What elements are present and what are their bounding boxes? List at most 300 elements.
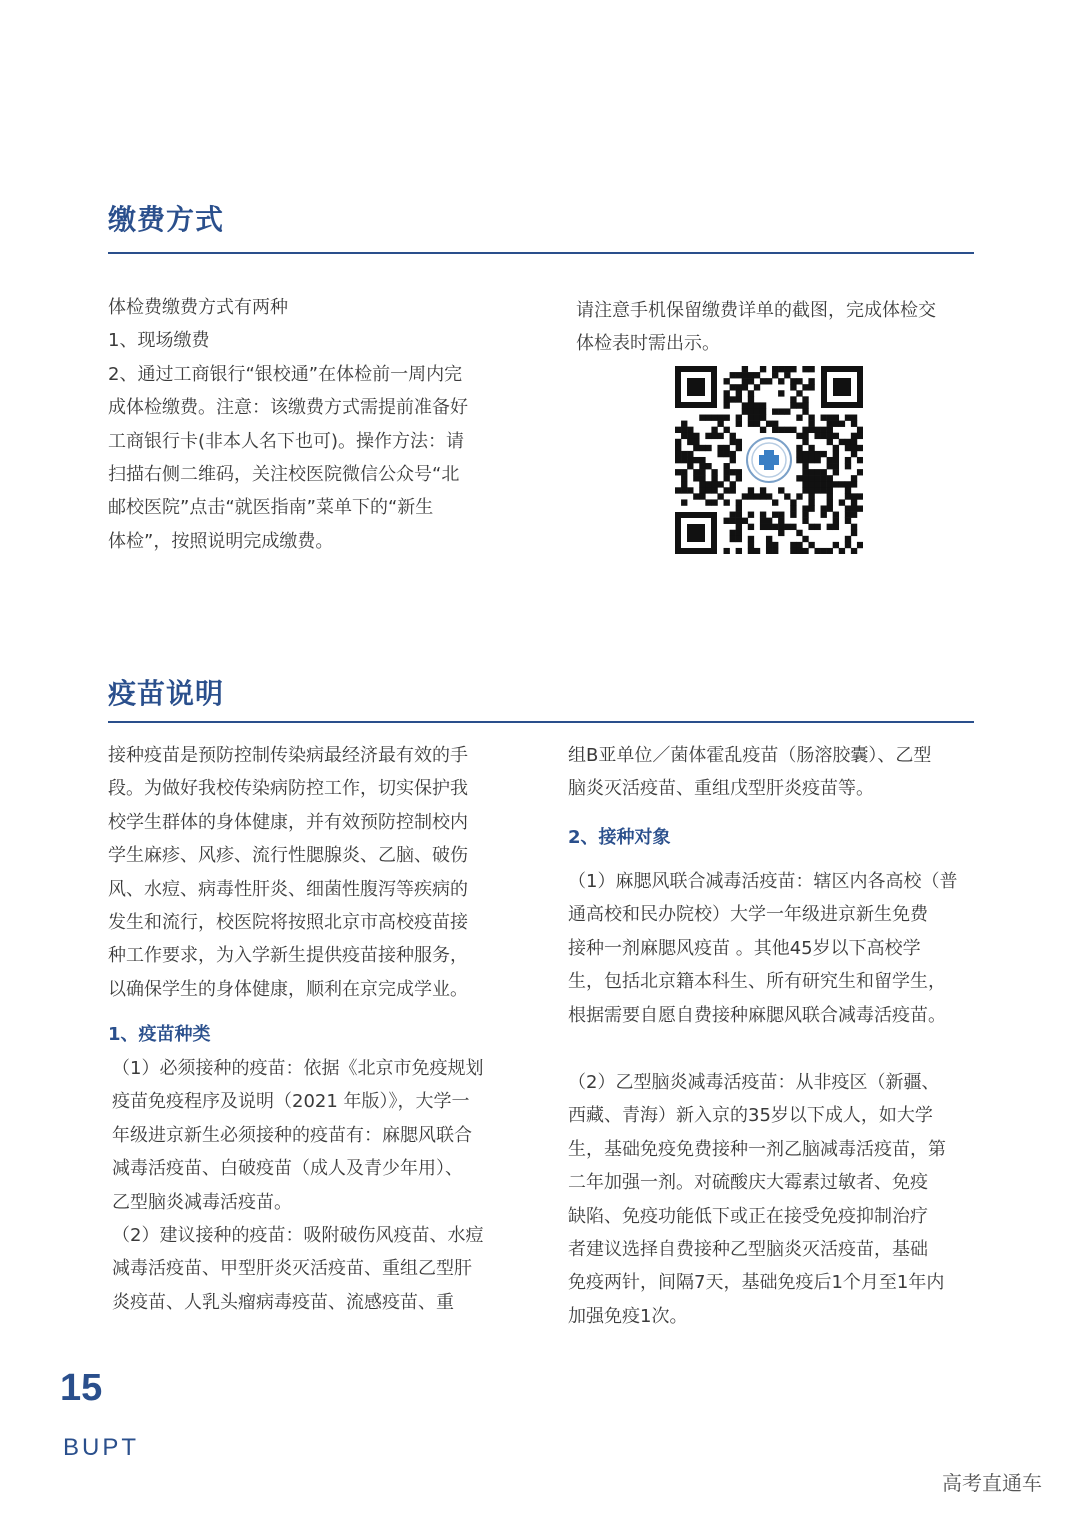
qr-module [736, 390, 742, 396]
qr-module [839, 421, 845, 427]
qr-module [778, 390, 784, 396]
text-line: 疫苗免疫程序及说明（2021 年版）》，大学一 [112, 1091, 470, 1113]
qr-module [821, 415, 827, 421]
target-mmr-text [568, 865, 998, 1032]
qr-module [796, 548, 802, 554]
qr-module [754, 493, 760, 499]
qr-module [693, 433, 699, 439]
qr-module [778, 366, 784, 372]
qr-module [821, 481, 827, 487]
text-line: 成体检缴费。注意：该缴费方式需提前准备好 [108, 397, 468, 419]
qr-module [827, 427, 833, 433]
qr-module [808, 475, 814, 481]
qr-module [827, 439, 833, 445]
qr-module [724, 451, 730, 457]
text-line: 加强免疫1次。 [568, 1305, 688, 1327]
text-line: 接种一剂麻腮风疫苗 。其他45岁以下高校学 [568, 937, 921, 959]
text-line: 二年加强一剂。对硫酸庆大霉素过敏者、免疫 [568, 1172, 928, 1194]
qr-module [724, 469, 730, 475]
qr-module [754, 415, 760, 421]
qr-module [814, 487, 820, 493]
qr-module [796, 493, 802, 499]
qr-module [675, 469, 681, 475]
qr-module [821, 548, 827, 554]
qr-module [833, 463, 839, 469]
qr-module [687, 487, 693, 493]
qr-module [851, 481, 857, 487]
qr-module [760, 518, 766, 524]
qr-module [851, 505, 857, 511]
text-line: 体检表时需出示。 [576, 333, 720, 355]
qr-module [754, 548, 760, 554]
qr-module [808, 421, 814, 427]
qr-module [736, 421, 742, 427]
qr-module [736, 384, 742, 390]
qr-module [730, 372, 736, 378]
qr-module [724, 475, 730, 481]
qr-module [814, 475, 820, 481]
qr-module [760, 493, 766, 499]
text-line: 生，基础免疫免费接种一剂乙脑减毒活疫苗，第 [568, 1138, 946, 1160]
qr-module [802, 396, 808, 402]
qr-module [845, 512, 851, 518]
qr-module [827, 481, 833, 487]
qr-module [857, 505, 863, 511]
qr-module [754, 408, 760, 414]
qr-module [742, 366, 748, 372]
qr-module [693, 469, 699, 475]
qr-module [827, 548, 833, 554]
qr-module [724, 402, 730, 408]
qr-module [790, 427, 796, 433]
payment-right-text [576, 294, 996, 361]
qr-module [730, 451, 736, 457]
qr-module [730, 481, 736, 487]
qr-module [778, 512, 784, 518]
vaccine-types-continued [568, 739, 998, 806]
qr-module [845, 536, 851, 542]
qr-module [845, 493, 851, 499]
qr-module [802, 475, 808, 481]
qr-module [808, 542, 814, 548]
qr-module [778, 378, 784, 384]
qr-module [790, 524, 796, 530]
qr-module [730, 469, 736, 475]
qr-module [839, 439, 845, 445]
qr-module [821, 469, 827, 475]
qr-module [760, 378, 766, 384]
qr-module [730, 396, 736, 402]
text-line: 者建议选择自费接种乙型脑炎灭活疫苗，基础 [568, 1239, 928, 1261]
qr-module [802, 469, 808, 475]
qr-module [736, 530, 742, 536]
qr-module [705, 445, 711, 451]
qr-module [766, 493, 772, 499]
qr-module [802, 536, 808, 542]
qr-module [833, 481, 839, 487]
qr-module [748, 421, 754, 427]
qr-module [821, 475, 827, 481]
qr-module [693, 457, 699, 463]
qr-module [748, 536, 754, 542]
qr-module [802, 505, 808, 511]
qr-module [687, 427, 693, 433]
qr-module [839, 548, 845, 554]
qr-module [705, 481, 711, 487]
qr-module [730, 487, 736, 493]
qr-module [675, 445, 681, 451]
payment-left-text [108, 291, 538, 558]
qr-module [845, 439, 851, 445]
text-line: （1）必须接种的疫苗：依据《北京市免疫规划 [112, 1058, 484, 1079]
qr-module [784, 366, 790, 372]
qr-module [748, 396, 754, 402]
qr-module [851, 475, 857, 481]
qr-module [748, 408, 754, 414]
brand-logo: BUPT [63, 1434, 140, 1461]
text-line: （2）建议接种的疫苗：吸附破伤风疫苗、水痘 [112, 1225, 484, 1247]
qr-module [790, 396, 796, 402]
qr-module [845, 518, 851, 524]
hospital-cross-icon [743, 434, 795, 486]
qr-module [851, 512, 857, 518]
qr-module [736, 518, 742, 524]
qr-module [802, 408, 808, 414]
qr-module [851, 493, 857, 499]
qr-module [687, 439, 693, 445]
text-line: 免疫两针，间隔7天，基础免疫后1个月至1年内 [568, 1272, 945, 1294]
qr-module [760, 415, 766, 421]
qr-module [711, 433, 717, 439]
qr-module [814, 427, 820, 433]
qr-module [821, 487, 827, 493]
qr-module [717, 493, 723, 499]
qr-module [717, 451, 723, 457]
qr-module [736, 445, 742, 451]
qr-module [802, 439, 808, 445]
qr-module [675, 487, 681, 493]
qr-module [724, 548, 730, 554]
qr-module [760, 487, 766, 493]
qr-module [772, 542, 778, 548]
qr-module [857, 469, 863, 475]
qr-module [742, 408, 748, 414]
qr-module [717, 481, 723, 487]
qr-module [851, 524, 857, 530]
text-line: 缺陷、免疫功能低下或正在接受免疫抑制治疗 [568, 1205, 928, 1227]
qr-module [814, 457, 820, 463]
text-line: 炎疫苗、人乳头瘤病毒疫苗、流感疫苗、重 [112, 1291, 454, 1313]
qr-module [748, 402, 754, 408]
qr-module [748, 415, 754, 421]
qr-module [802, 384, 808, 390]
qr-module [851, 548, 857, 554]
qr-module [730, 384, 736, 390]
qr-module [845, 481, 851, 487]
qr-module [802, 548, 808, 554]
qr-module [772, 366, 778, 372]
qr-module [736, 512, 742, 518]
qr-module [802, 451, 808, 457]
qr-module [760, 408, 766, 414]
text-line: 体检费缴费方式有两种 [108, 297, 288, 318]
qr-module [814, 548, 820, 554]
qr-module [699, 469, 705, 475]
qr-module [833, 542, 839, 548]
qr-module [821, 451, 827, 457]
qr-module [724, 463, 730, 469]
qr-module [808, 366, 814, 372]
qr-module [754, 421, 760, 427]
qr-module [730, 433, 736, 439]
qr-code-icon [675, 366, 863, 554]
qr-module [827, 475, 833, 481]
payment-section-title: 缴费方式 [108, 203, 225, 236]
qr-module [717, 433, 723, 439]
qr-module [742, 372, 748, 378]
qr-module [839, 481, 845, 487]
qr-module [724, 378, 730, 384]
qr-module [724, 396, 730, 402]
qr-module [778, 487, 784, 493]
qr-module [717, 421, 723, 427]
text-line: 减毒活疫苗、白破疫苗（成人及青少年用）、 [112, 1158, 463, 1180]
qr-module [784, 427, 790, 433]
qr-module [675, 427, 681, 433]
qr-module [814, 451, 820, 457]
qr-module [699, 481, 705, 487]
qr-module [772, 524, 778, 530]
text-line: 体检”，按照说明完成缴费。 [108, 530, 334, 552]
qr-module [814, 524, 820, 530]
qr-module [736, 415, 742, 421]
qr-module [772, 421, 778, 427]
text-line: 段。为做好我校传染病防控工作，切实保护我 [108, 778, 468, 800]
qr-module [748, 390, 754, 396]
qr-module [724, 487, 730, 493]
qr-module [790, 512, 796, 518]
qr-module [730, 530, 736, 536]
qr-module [796, 457, 802, 463]
qr-module [790, 384, 796, 390]
text-line: 学生麻疹、风疹、流行性腮腺炎、乙脑、破伤 [108, 845, 468, 867]
vaccine-types-text [112, 1052, 542, 1319]
qr-module [699, 445, 705, 451]
text-line: 组B亚单位／菌体霍乱疫苗（肠溶胶囊）、乙型 [568, 745, 932, 766]
qr-module [833, 451, 839, 457]
vaccine-title-rule [108, 721, 974, 723]
qr-module [724, 499, 730, 505]
text-line: 通高校和民办院校）大学一年级进京新生免费 [568, 904, 928, 926]
qr-module [754, 384, 760, 390]
qr-module [833, 457, 839, 463]
qr-module [833, 469, 839, 475]
qr-module [778, 524, 784, 530]
qr-module [699, 463, 705, 469]
qr-module [748, 542, 754, 548]
qr-module [736, 396, 742, 402]
qr-module [845, 445, 851, 451]
text-line: 根据需要自愿自费接种麻腮风联合减毒活疫苗。 [568, 1004, 946, 1026]
qr-module [857, 493, 863, 499]
qr-module [772, 408, 778, 414]
qr-module [681, 457, 687, 463]
qr-module [802, 427, 808, 433]
qr-module [778, 530, 784, 536]
qr-module [802, 433, 808, 439]
qr-module [699, 475, 705, 481]
vaccine-targets-heading: 2、接种对象 [568, 827, 671, 848]
qr-module [736, 499, 742, 505]
qr-module [724, 445, 730, 451]
qr-module [808, 378, 814, 384]
qr-module [802, 463, 808, 469]
qr-module [742, 384, 748, 390]
qr-module [808, 524, 814, 530]
qr-module [693, 493, 699, 499]
qr-module [687, 463, 693, 469]
qr-module [717, 445, 723, 451]
page-number: 15 [60, 1367, 103, 1409]
qr-module [766, 542, 772, 548]
qr-module [796, 451, 802, 457]
text-line: 校学生群体的身体健康，并有效预防控制校内 [108, 811, 468, 833]
text-line: 脑炎灭活疫苗、重组戊型肝炎疫苗等。 [568, 778, 874, 800]
qr-module [772, 512, 778, 518]
qr-module [687, 457, 693, 463]
qr-module [790, 366, 796, 372]
qr-module [766, 518, 772, 524]
qr-module [724, 427, 730, 433]
qr-module [705, 499, 711, 505]
qr-module [845, 463, 851, 469]
qr-module [736, 475, 742, 481]
qr-module [851, 499, 857, 505]
text-line: 减毒活疫苗、甲型肝炎灭活疫苗、重组乙型肝 [112, 1258, 472, 1280]
qr-module [802, 457, 808, 463]
qr-module [742, 518, 748, 524]
text-line: 2、通过工商银行“银校通”在体检前一周内完 [108, 363, 463, 385]
qr-module [808, 493, 814, 499]
qr-module [711, 427, 717, 433]
qr-module [705, 433, 711, 439]
qr-module [821, 512, 827, 518]
source-watermark: 高考直通车 [942, 1471, 1042, 1495]
text-line: 请注意手机保留缴费详单的截图，完成体检交 [576, 300, 936, 321]
text-line: 风、水痘、病毒性肝炎、细菌性腹泻等疾病的 [108, 878, 468, 900]
qr-module [705, 415, 711, 421]
qr-module [693, 445, 699, 451]
qr-module [730, 518, 736, 524]
qr-module [760, 512, 766, 518]
qr-module [687, 433, 693, 439]
qr-module [711, 415, 717, 421]
qr-module [699, 493, 705, 499]
qr-module [845, 542, 851, 548]
qr-module [784, 372, 790, 378]
qr-module [790, 542, 796, 548]
qr-module [845, 457, 851, 463]
qr-module [742, 402, 748, 408]
qr-module [711, 469, 717, 475]
qr-module [827, 505, 833, 511]
vaccine-section-title: 疫苗说明 [108, 677, 225, 710]
qr-module [724, 390, 730, 396]
qr-module [827, 421, 833, 427]
qr-module [827, 415, 833, 421]
qr-module [675, 457, 681, 463]
qr-module [833, 445, 839, 451]
qr-module [681, 469, 687, 475]
qr-module [724, 415, 730, 421]
qr-module [808, 481, 814, 487]
qr-module [851, 530, 857, 536]
text-line: （2）乙型脑炎减毒活疫苗：从非疫区（新疆、 [568, 1072, 940, 1093]
qr-module [681, 481, 687, 487]
qr-module [711, 481, 717, 487]
text-line: 种工作要求，为入学新生提供疫苗接种服务， [108, 945, 468, 967]
qr-module [693, 475, 699, 481]
qr-module [808, 427, 814, 433]
qr-module [742, 493, 748, 499]
qr-module [808, 415, 814, 421]
qr-module [857, 427, 863, 433]
qr-module [748, 487, 754, 493]
qr-module [766, 548, 772, 554]
qr-module [796, 378, 802, 384]
qr-module [705, 487, 711, 493]
qr-module [711, 475, 717, 481]
qr-module [681, 421, 687, 427]
qr-module [851, 451, 857, 457]
qr-module [851, 445, 857, 451]
qr-module [833, 421, 839, 427]
qr-module [839, 499, 845, 505]
qr-module [857, 445, 863, 451]
qr-module [730, 439, 736, 445]
payment-title-rule [108, 252, 974, 254]
text-line: 工商银行卡(非本人名下也可)。操作方法：请 [108, 430, 465, 452]
qr-module [845, 505, 851, 511]
qr-module [796, 402, 802, 408]
qr-module [796, 433, 802, 439]
qr-module [802, 487, 808, 493]
qr-module [802, 518, 808, 524]
qr-module [784, 524, 790, 530]
qr-module [736, 372, 742, 378]
qr-module [821, 427, 827, 433]
qr-module [833, 512, 839, 518]
qr-module [730, 536, 736, 542]
text-line: 生，包括北京籍本科生、所有研究生和留学生， [568, 971, 946, 993]
qr-module [711, 487, 717, 493]
qr-module [675, 451, 681, 457]
qr-module [736, 505, 742, 511]
qr-module [754, 372, 760, 378]
qr-module [802, 366, 808, 372]
qr-module [687, 451, 693, 457]
qr-module [827, 493, 833, 499]
qr-module [851, 421, 857, 427]
qr-module [857, 542, 863, 548]
qr-module [681, 487, 687, 493]
qr-module [821, 433, 827, 439]
qr-module [808, 505, 814, 511]
text-line: 发生和流行，校医院将按照北京市高校疫苗接 [108, 912, 468, 934]
qr-module [790, 402, 796, 408]
qr-module [796, 530, 802, 536]
qr-module [814, 433, 820, 439]
